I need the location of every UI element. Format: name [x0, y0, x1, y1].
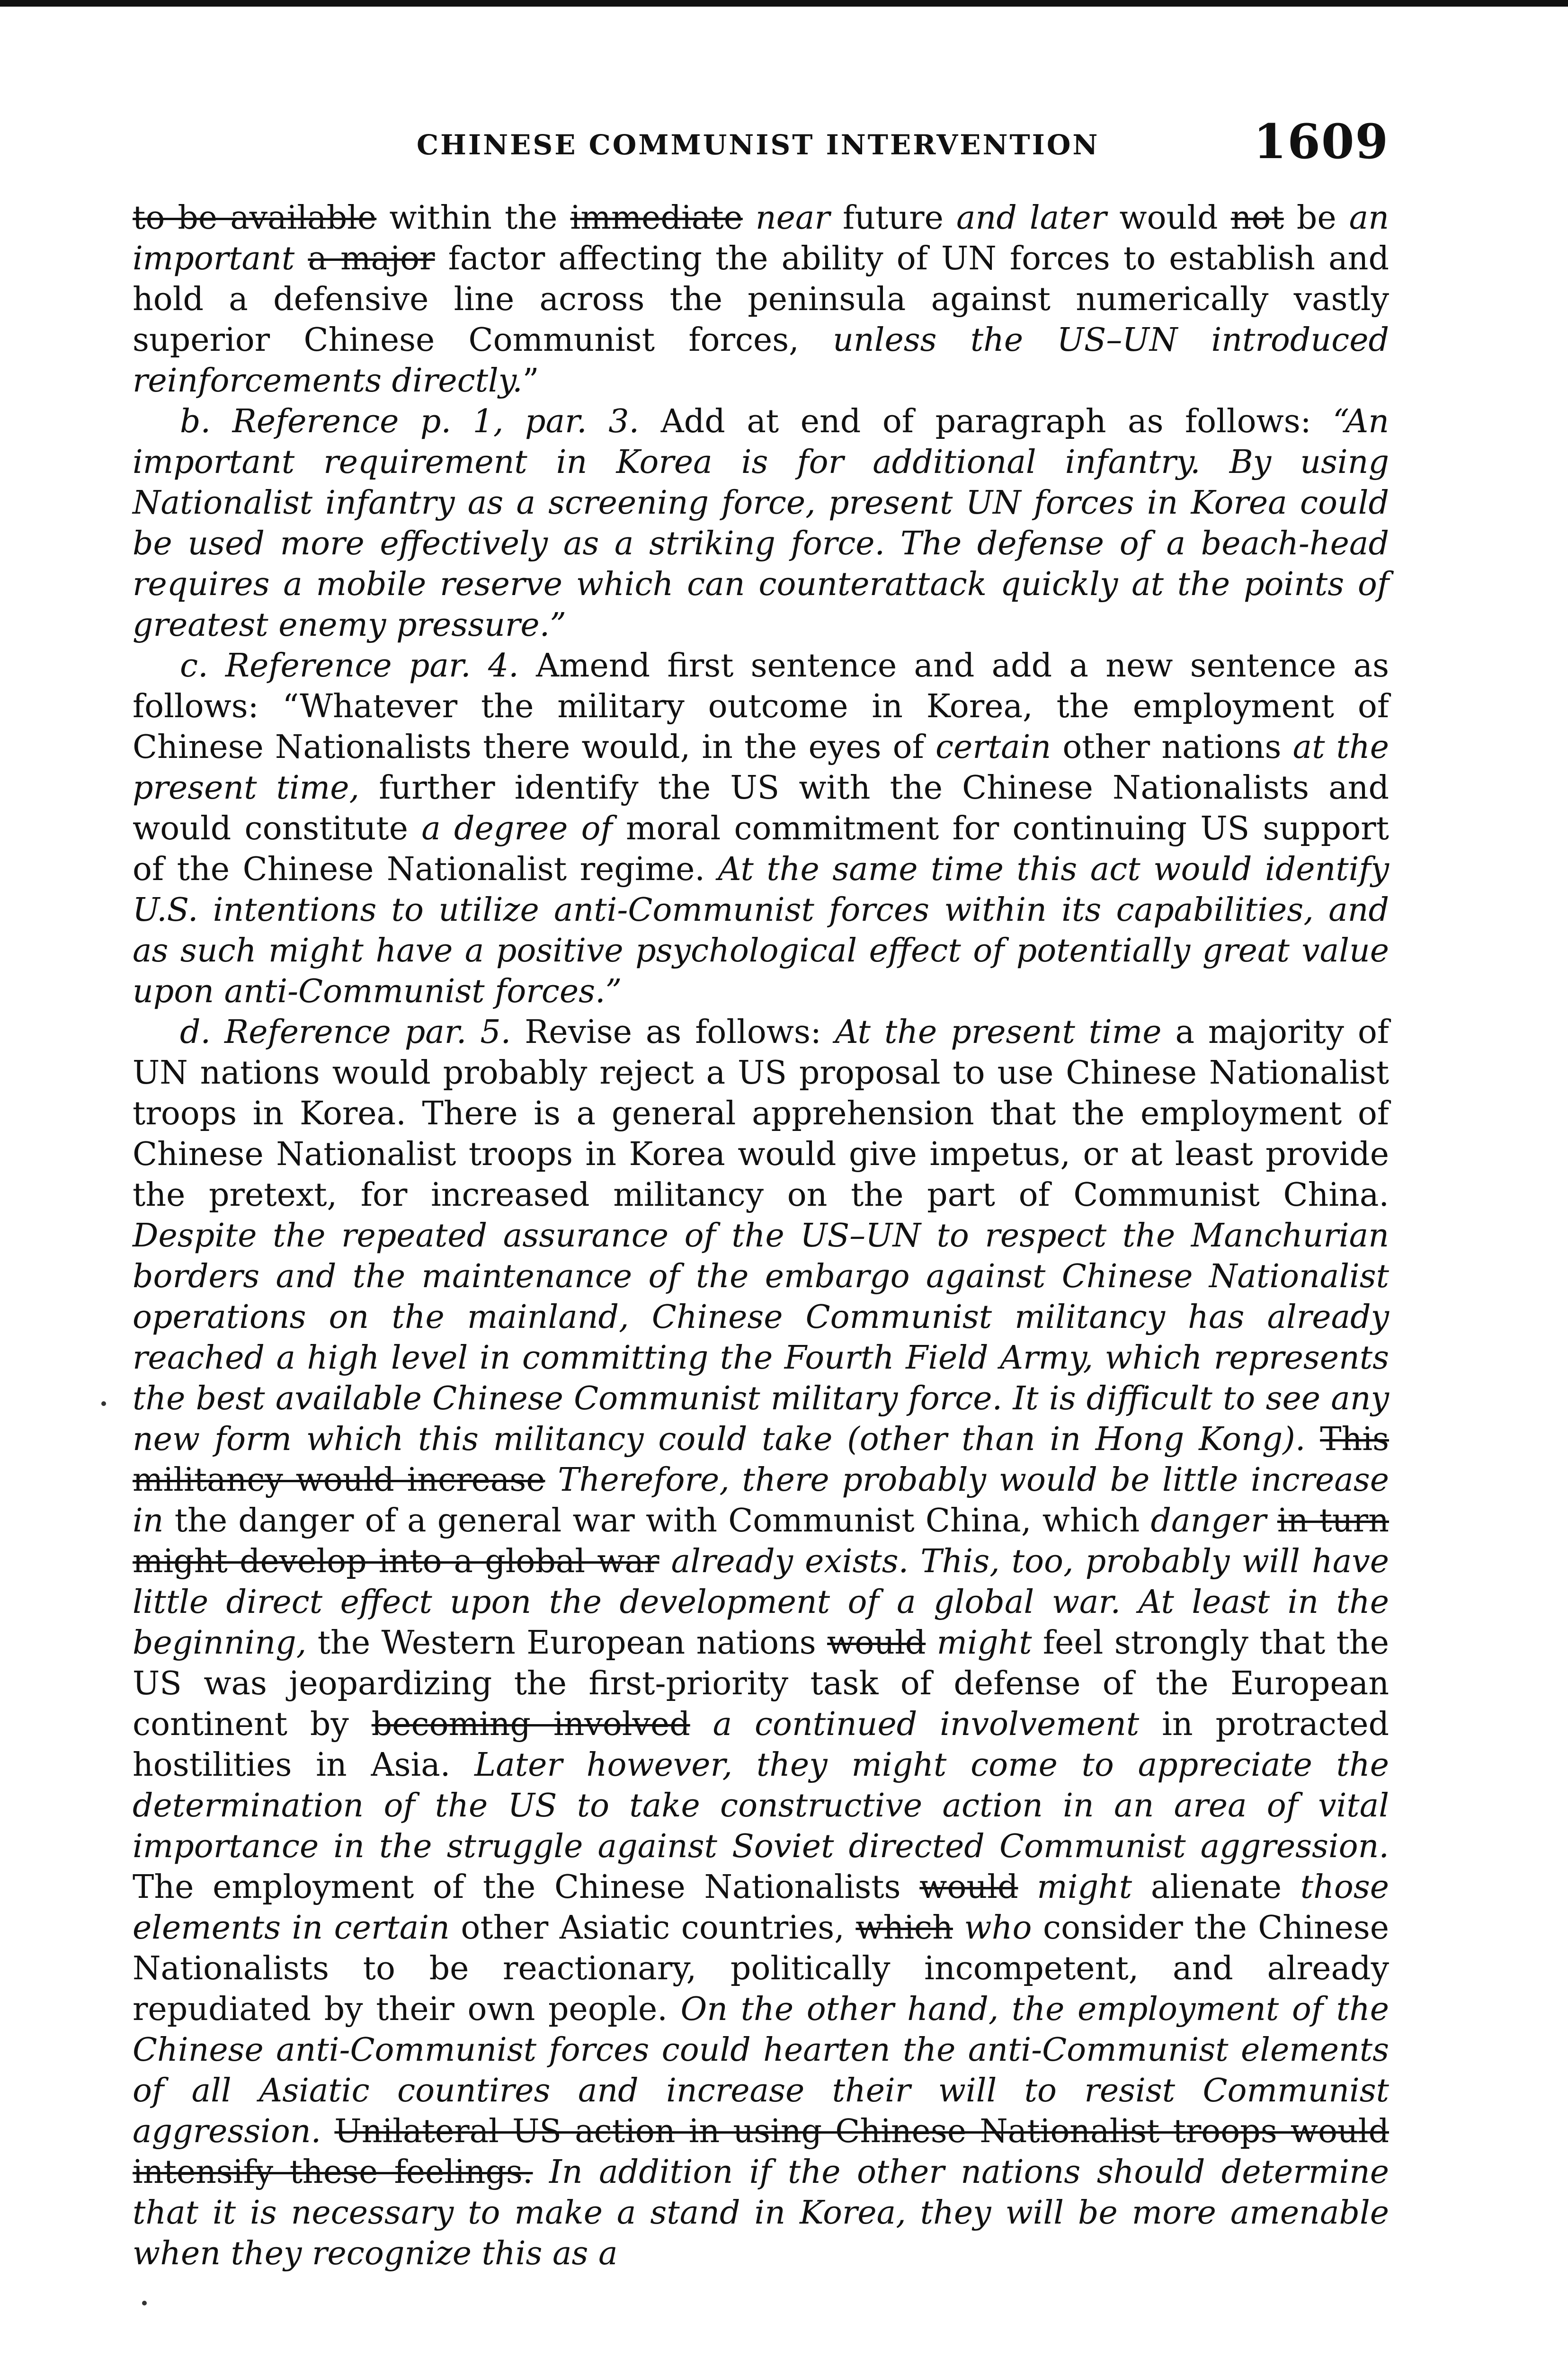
italic-text-run: On the other hand, the employment of the Chinese anti-Communist forces could hearten the anti-Communist elements of all Asiatic countires and increase their will to resist Communist aggression. [133, 1991, 1389, 2150]
italic-text-run: at the present time, [133, 729, 1389, 807]
paragraph [133, 401, 1389, 646]
text-run: moral commitment for continuing US support of the Chinese Nationalist regime. [133, 810, 1390, 888]
struck-text-run: which [855, 1909, 953, 1947]
italic-text-run: might [1037, 1869, 1132, 1906]
italic-text-run: b. Reference p. 1, par. 3. [180, 403, 640, 440]
text-run: within the [376, 199, 570, 237]
text-run [1018, 1869, 1037, 1906]
paragraph [133, 1012, 1389, 2274]
struck-text-run: would [827, 1624, 926, 1662]
italic-text-run: d. Reference par. 5. [180, 1014, 511, 1051]
text-run: factor affecting the ability of UN forces to establish and hold a defensive line across the peninsula against numerically vastly superior Chinese Communist forces, [133, 240, 1389, 359]
italic-text-run: an important [133, 199, 1390, 277]
text-run: alienate [1132, 1869, 1301, 1906]
text-run: other nations [1051, 729, 1293, 766]
text-run [545, 1461, 558, 1499]
italic-text-run: a continued involvement [713, 1706, 1140, 1743]
text-run: Add at end of paragraph as follows: [639, 403, 1333, 440]
text-run: future [829, 199, 956, 237]
struck-text-run: to be available [133, 199, 377, 237]
struck-text-run: This militancy would increase [133, 1421, 1389, 1499]
text-run: The employment of the Chinese Nationalists [133, 1869, 920, 1906]
struck-text-run: becoming involved [371, 1706, 690, 1743]
italic-text-run: Therefore, there probably would be little increase in [133, 1461, 1389, 1539]
struck-text-run: Unilateral US action in using Chinese Nationalist troops would intensify these feelings. [133, 2113, 1389, 2191]
text-run [926, 1624, 936, 1662]
top-border-rule [0, 0, 1568, 7]
italic-text-run: Later however, they might come to appreciate the determination of the US to take constructive action in an area of vital importance in the struggle against Soviet directed Communist aggression. [133, 1746, 1390, 1865]
text-run: in protracted hostilities in Asia. [133, 1706, 1389, 1784]
text-run [659, 1543, 671, 1580]
text-run [690, 1706, 713, 1743]
struck-text-run: in turn might develop into a global war [133, 1502, 1389, 1580]
italic-text-run: those elements in certain [133, 1869, 1389, 1947]
italic-text-run: danger [1150, 1502, 1266, 1539]
text-run: ” [522, 362, 539, 400]
text-run: a majority of UN nations would probably reject a US proposal to use Chinese Nationalist troops in Korea. There is a general apprehension that the employment of Chinese Nationalist troops in Korea would give impetus, or at least provide the pretext, for increased militancy on the part of Communist China. [133, 1014, 1390, 1214]
paragraph [133, 198, 1389, 401]
text-run [321, 2113, 334, 2150]
italic-text-run: a degree of [421, 810, 613, 847]
text-run: be [1283, 199, 1349, 237]
italic-text-run: who [964, 1909, 1032, 1947]
text-run [533, 2153, 549, 2191]
italic-text-run: near [755, 199, 830, 237]
text-run: consider the Chinese Nationalists to be reactionary, politically incompetent, and already repudiated by their own people. [133, 1909, 1389, 2028]
text-run [294, 240, 308, 277]
italic-text-run: “An important requirement in Korea is for additional infantry. By using Nationalist infantry as a screening force, present UN forces in Korea could be used more effectively as a striking force. The defense of a beach-head requires a mobile reserve which can counterattack quickly at the points of greatest enemy pressure.” [133, 403, 1389, 644]
struck-text-run: a major [308, 240, 435, 277]
italic-text-run: In addition if the other nations should determine that it is necessary to make a stand in Korea, they will be more amenable when they recognize this as a [133, 2153, 1389, 2272]
text-run [743, 199, 756, 237]
text-run [1305, 1421, 1320, 1458]
text-run [953, 1909, 964, 1947]
italic-text-run: and later [956, 199, 1107, 237]
struck-text-run: would [919, 1869, 1018, 1906]
document-body [133, 198, 1389, 2274]
text-run: the danger of a general war with Communist China, which [163, 1502, 1151, 1539]
text-run [1266, 1502, 1277, 1539]
paragraph [133, 646, 1389, 1012]
italic-text-run: At the same time this act would identify U.S. intentions to utilize anti-Communist forces within its capabilities, and as such might have a positive psychological effect of potentially great value upon anti-Communist forces.” [133, 851, 1389, 1010]
italic-text-run: Despite the repeated assurance of the US–UN to respect the Manchurian borders and the maintenance of the embargo against Chinese Nationalist operations on the mainland, Chinese Communist militancy has already reached a high level in committing the Fourth Field Army, which represents the best available Chinese Communist military force. It is difficult to see any new form which this militancy could take (other than in Hong Kong). [133, 1217, 1389, 1458]
text-run: further identify the US with the Chinese Nationalists and would constitute [133, 769, 1389, 847]
text-run: feel strongly that the US was jeopardizing the first-priority task of defense of the European continent by [133, 1624, 1389, 1743]
margin-mark [101, 1401, 106, 1406]
italic-text-run: unless the US–UN introduced reinforcements directly. [133, 321, 1390, 400]
text-run: Amend first sentence and add a new sentence as follows: “Whatever the military outcome in Korea, the employment of Chinese Nationalists there would, in the eyes of [133, 647, 1389, 766]
struck-text-run: not [1230, 199, 1284, 237]
italic-text-run: might [936, 1624, 1032, 1662]
italic-text-run: At the present time [835, 1014, 1162, 1051]
italic-text-run: already exists. This, too, probably will have little direct effect upon the development of a global war. At least in the beginning, [133, 1543, 1389, 1662]
struck-text-run: immediate [570, 199, 743, 237]
text-run: Revise as follows: [511, 1014, 835, 1051]
page-number: 1609 [1253, 114, 1389, 169]
text-run: the Western European nations [306, 1624, 828, 1662]
running-head-title: CHINESE COMMUNIST INTERVENTION [417, 129, 1100, 161]
page-header [133, 114, 1389, 169]
text-run: other Asiatic countries, [449, 1909, 856, 1947]
italic-text-run: certain [935, 729, 1051, 766]
text-run: would [1106, 199, 1231, 237]
italic-text-run: c. Reference par. 4. [180, 647, 519, 685]
margin-mark [142, 2301, 147, 2305]
